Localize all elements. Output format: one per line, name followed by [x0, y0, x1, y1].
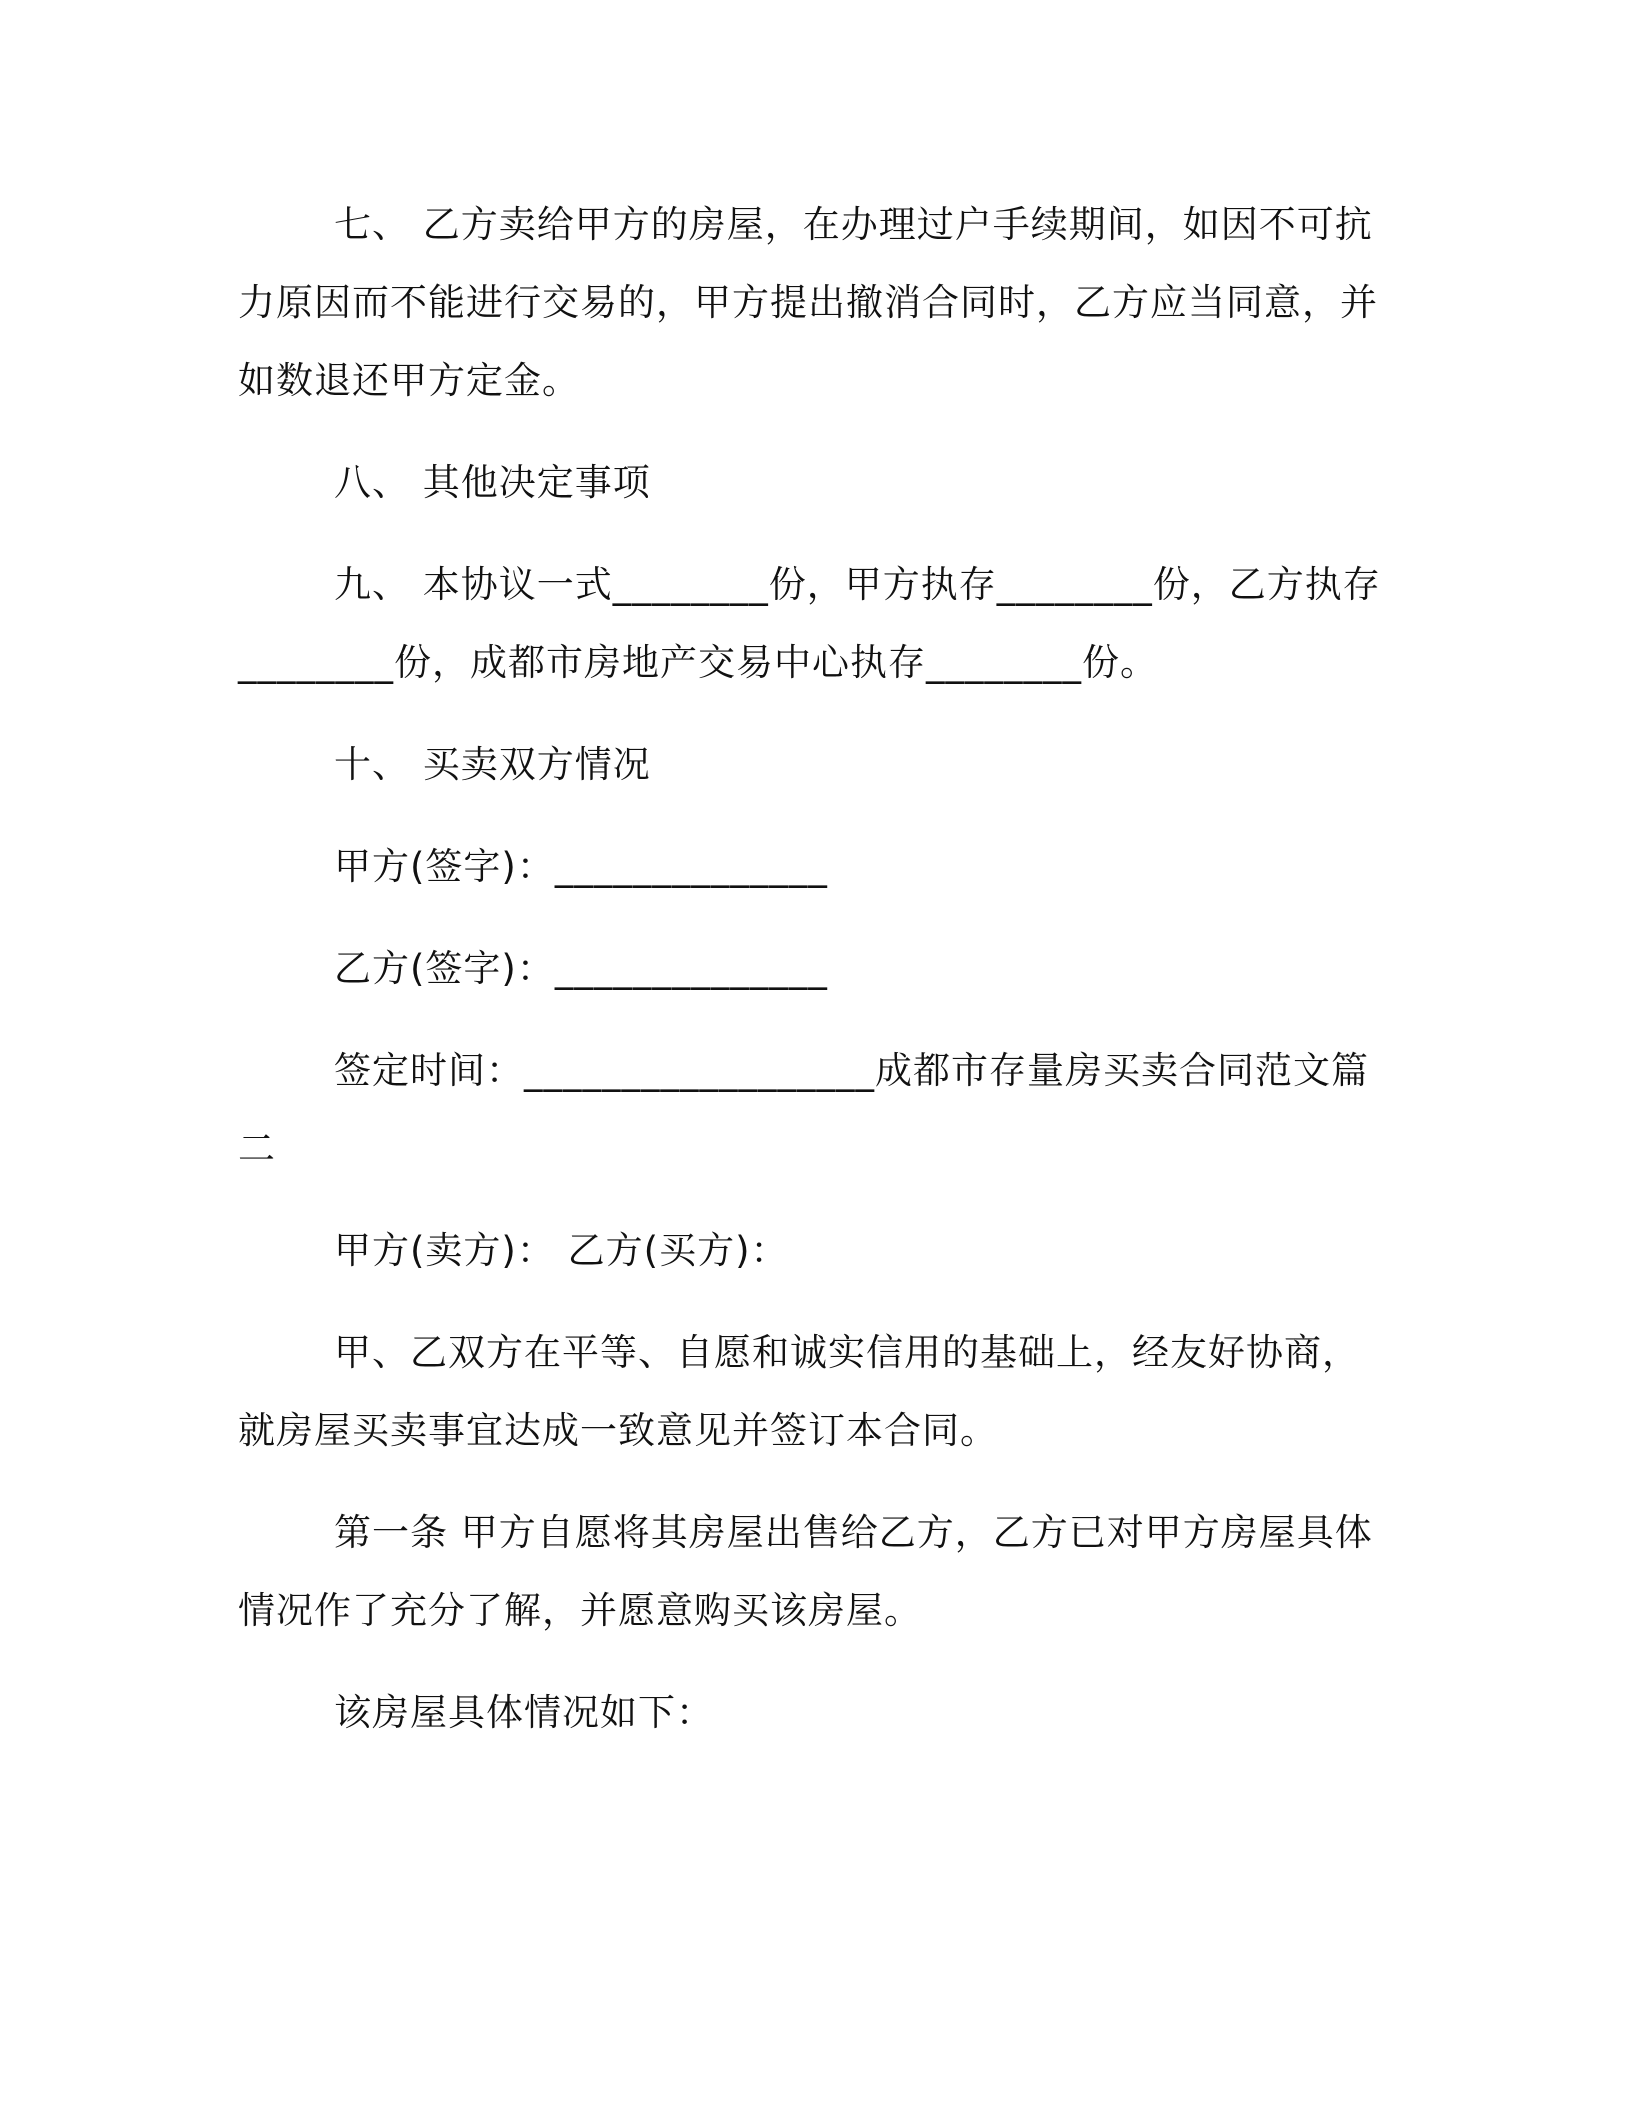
clause-8-heading: 八、 其他决定事项	[334, 461, 651, 504]
clause-10-heading: 十、 买卖双方情况	[334, 743, 651, 786]
parties-line: 甲方(卖方)： 乙方(买方)：	[334, 1229, 789, 1272]
document-page	[238, 186, 1388, 1776]
party-b-signature-line: 乙方(签字)：______________	[334, 947, 828, 990]
clause-7-paragraph: 七、 乙方卖给甲方的房屋，在办理过户手续期间，如因不可抗力原因而不能进行交易的，甲方提出撤消合同时，乙方应当同意，并如数退还甲方定金。	[238, 203, 1378, 402]
party-a-signature-line: 甲方(签字)：______________	[334, 845, 828, 888]
article-1-paragraph: 第一条 甲方自愿将其房屋出售给乙方，乙方已对甲方房屋具体情况作了充分了解，并愿意购买该房屋。	[238, 1511, 1373, 1632]
signing-date-line: 签定时间：__________________成都市存量房买卖合同范文篇二	[238, 1049, 1369, 1170]
property-details-heading: 该房屋具体情况如下：	[334, 1691, 714, 1734]
clause-9-paragraph: 九、 本协议一式________份，甲方执存________份，乙方执存________份，成都市房地产交易中心执存________份。	[238, 563, 1381, 684]
preamble-paragraph: 甲、乙双方在平等、自愿和诚实信用的基础上，经友好协商，就房屋买卖事宜达成一致意见并签订本合同。	[238, 1331, 1360, 1452]
